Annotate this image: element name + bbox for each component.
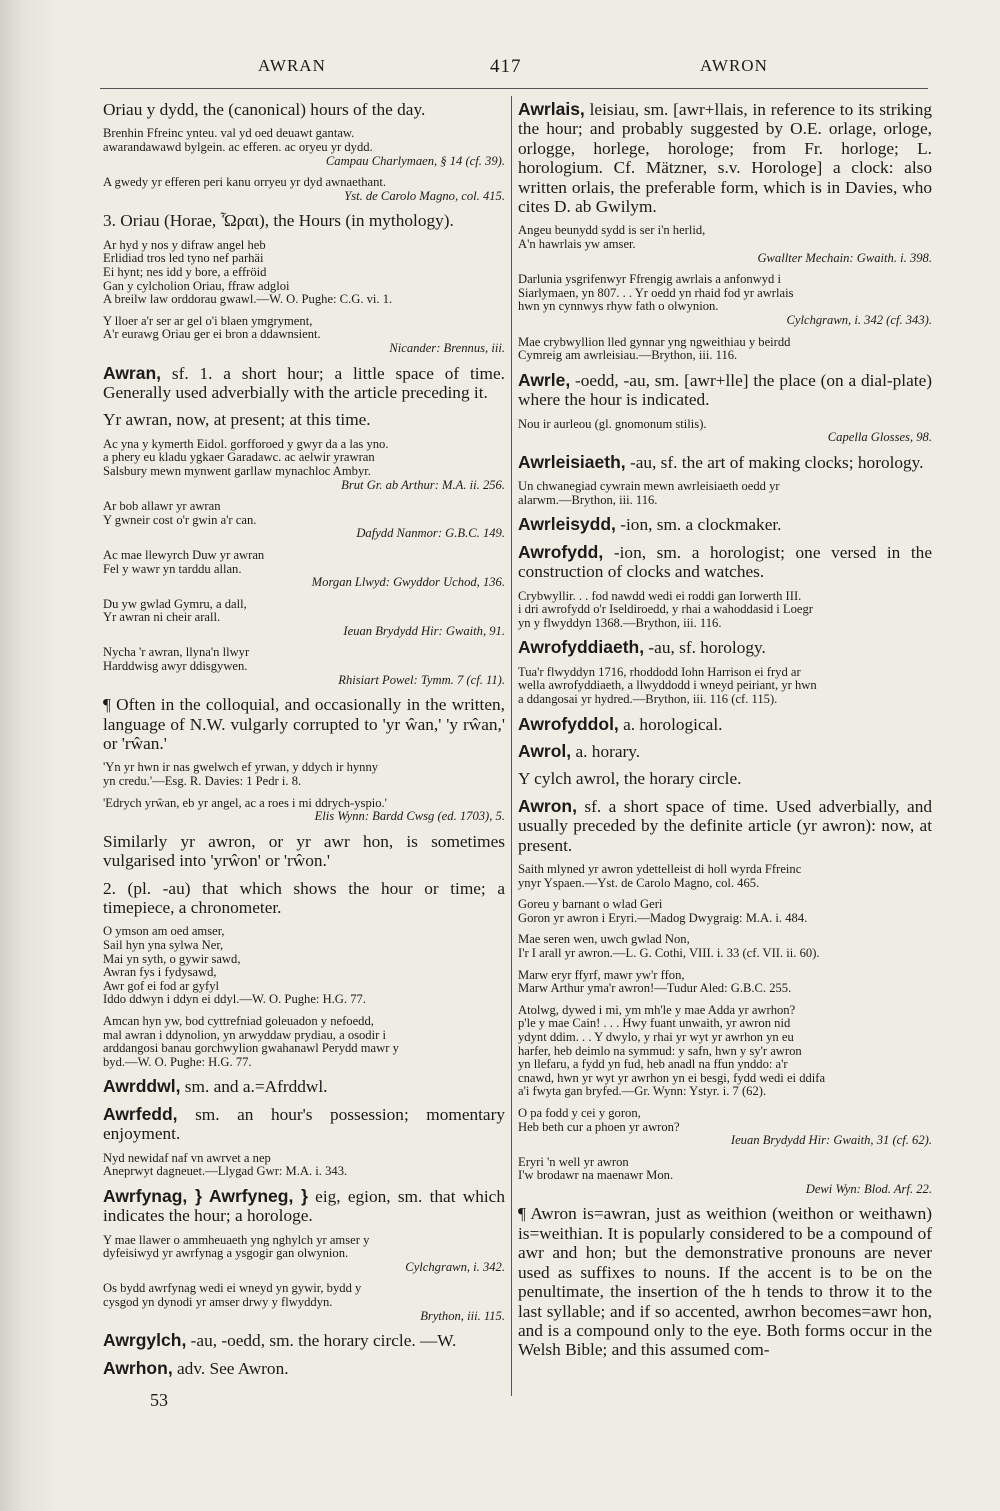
quotation-line: O ymson am oed amser, xyxy=(103,924,225,939)
quotation xyxy=(103,797,505,824)
quotation-line: ydynt ddim. . . Y dwylo, y rhai yr wyt yr awrhon yn eu xyxy=(518,1029,794,1044)
quotation xyxy=(103,925,505,1007)
quotation xyxy=(103,1282,505,1323)
quotation xyxy=(518,666,932,707)
quotation-line: Yr awran ni cheir arall. xyxy=(103,610,221,625)
headword: Awrol, xyxy=(518,740,572,761)
quotation-line: Cymreig am awrleisiau.—Brython, iii. 116. xyxy=(518,348,738,363)
headword: Awrfedd, xyxy=(103,1103,178,1124)
quotation-line: arddangosi banau gorchwylion gwahanawl Perydd mawr y xyxy=(103,1041,399,1056)
quotation-line: A breilw law orddorau gwawl.—W. O. Pughe: C.G. vi. 1. xyxy=(103,292,393,307)
quotation-line: Marw Arthur yma'r awron!—Tudur Aled: G.B.C. 255. xyxy=(518,981,792,996)
quotation-line: Marw eryr ffyrf, mawr yw'r ffon, xyxy=(518,967,685,982)
quotation-source: Rhisiart Powel: Tymm. 7 (cf. 11). xyxy=(338,672,505,687)
entry-text: sf. a short space of time. Used adverbially, and usually preceded by the definite article (yr awron): now, at present. xyxy=(518,796,932,855)
headword: Awran, xyxy=(103,362,162,383)
entry-text: Y cylch awrol, the horary circle. xyxy=(518,769,742,789)
quotation-line: Du yw gwlad Gymru, a dall, xyxy=(103,596,247,611)
quotation xyxy=(518,418,932,445)
quotation xyxy=(103,438,505,492)
entry-paragraph xyxy=(518,100,932,216)
entry-paragraph xyxy=(518,453,932,472)
quotation-line: Os bydd awrfynag wedi ei wneyd yn gywir, bydd y xyxy=(103,1281,362,1296)
left-column xyxy=(103,100,505,1410)
quotation-line: Un chwanegiad cywrain mewn awrleisiaeth oedd yr xyxy=(518,479,780,494)
quotation xyxy=(518,336,932,363)
quotation-line: Nyd newidaf naf vn awrvet a nep xyxy=(103,1150,271,1165)
quotation-line: hwn yn cynnwys rhyw fath o olwynion. xyxy=(518,299,719,314)
entry-text: adv. See Awron. xyxy=(172,1358,289,1378)
entry-text: a. horary. xyxy=(571,741,641,761)
quotation-line: Salsbury mewn mynwent garllaw mynachloc Ambyr. xyxy=(103,463,371,478)
quotation-source: Elis Wynn: Bardd Cwsg (ed. 1703), 5. xyxy=(314,809,505,824)
quotation-line: Iddo ddwyn i ddyn ei ddyl.—W. O. Pughe: H.G. 77. xyxy=(103,992,366,1007)
quotation-line: Saith mlyned yr awron ydettelleist di holl wyrda Ffreinc xyxy=(518,862,802,876)
headword: Awrddwl, xyxy=(103,1076,181,1097)
entry-text: Yr awran, now, at present; at this time. xyxy=(103,410,371,430)
quotation-line: Amcan hyn yw, bod cyttrefniad goleuadon y nefoedd, xyxy=(103,1014,374,1029)
quotation-line: yn credu.'—Esg. R. Davies: 1 Pedr i. 8. xyxy=(103,774,302,789)
quotation xyxy=(518,1156,932,1197)
entry-text: -au, sf. the art of making clocks; horology. xyxy=(625,452,924,472)
quotation-line: Fel y wawr yn tarddu allan. xyxy=(103,561,242,576)
quotation xyxy=(518,898,932,925)
entry-paragraph xyxy=(103,1331,505,1350)
quotation xyxy=(103,1015,505,1069)
quotation-line: Ei hynt; nes idd y bore, a effröid xyxy=(103,264,267,279)
quotation-line: a'i fwyta gan bryfed.—Gr. Wynn: Ystyr. i. 7 (62). xyxy=(518,1084,767,1099)
quotation-line: Ar bob allawr yr awran xyxy=(103,499,221,514)
entry-text: -oedd, -au, sm. [awr+lle] the place (on a dial-plate) where the hour is indicated. xyxy=(518,370,932,410)
headword: Awrlais, xyxy=(518,100,585,119)
quotation-source: Gwallter Mechain: Gwaith. i. 398. xyxy=(757,250,932,265)
entry-text: Similarly yr awron, or yr awr hon, is sometimes vulgarised into 'yrŵon' or 'rŵon.' xyxy=(103,831,505,871)
quotation-line: yn llefaru, a fydd yn fud, heb anadl na ffun ynddo: a'r xyxy=(518,1057,788,1072)
entry-paragraph xyxy=(103,410,505,429)
entry-text: ¶ Often in the colloquial, and occasionally in the written, language of N.W. vulgarly corrupted to 'yr ŵan,' 'y rŵan,' or 'rŵan.' xyxy=(103,695,505,754)
quotation xyxy=(103,500,505,541)
entry-text: sm. and a.=Afrddwl. xyxy=(180,1077,328,1097)
quotation-line: Sail hyn yna sylwa Ner, xyxy=(103,938,224,953)
entry-text: 3. Oriau (Horae, Ὧραι), the Hours (in mythology). xyxy=(103,211,454,231)
headword: Awrofyddiaeth, xyxy=(518,637,645,658)
quotation-line: harfer, heb deimlo na symmud: y safn, hwn y sy'r awron xyxy=(518,1043,802,1058)
entry-paragraph xyxy=(518,797,932,855)
quotation-line: Erlidiad tros led tyno nef parhäi xyxy=(103,251,264,266)
entry-text: ¶ Awron is=awran, just as weithion (weithon or weithawn) is=weithian. It is popularly considered to be a compound of awr and hon; but the demonstrative pronouns are never used as suffixes to nouns. If the accent is to be on the penultimate, the insertion of the h tends to throw it to the last syllable; and if so accented, awrhon becomes=awr hon, and is a compound only to the eye. Both forms occur in the Welsh Bible; and this assumed com- xyxy=(518,1204,932,1360)
running-head-right: AWRON xyxy=(700,56,768,75)
quotation xyxy=(103,646,505,687)
quotation-line: Siarlymaen, yn 807. . . Yr oedd yn rhaid fod yr awrlais xyxy=(518,285,794,300)
quotation xyxy=(103,549,505,590)
quotation-line: Mai yn syth, o gywir sawd, xyxy=(103,951,241,966)
entry-paragraph xyxy=(103,1359,505,1378)
quotation-line: dyfeisiwyd yr awrfynag a ysgogir gan olwynion. xyxy=(103,1246,349,1261)
quotation xyxy=(518,1004,932,1099)
quotation-line: a phery eu kladu ygkaer Garadawc. ac aelwir yrawran xyxy=(103,450,375,465)
quotation-line: Mae seren wen, uwch gwlad Non, xyxy=(518,932,690,947)
right-column xyxy=(518,100,932,1410)
quotation-line: Goreu y barnant o wlad Geri xyxy=(518,897,663,912)
quotation-line: I'r I arall yr awron.—L. G. Cothi, VIII. i. 33 (cf. VII. ii. 60). xyxy=(518,945,820,960)
quotation-line: alarwm.—Brython, iii. 116. xyxy=(518,492,658,507)
entry-text: -ion, sm. a clockmaker. xyxy=(615,515,782,535)
running-head-left: AWRAN xyxy=(258,56,326,75)
quotation-line: Goron yr awron i Eryri.—Madog Dwygraig: M.A. i. 484. xyxy=(518,910,808,925)
quotation xyxy=(518,969,932,996)
headword: Awrle, xyxy=(518,369,571,390)
quotation xyxy=(103,1234,505,1275)
quotation-source: Yst. de Carolo Magno, col. 415. xyxy=(344,188,505,203)
quotation-source: Ieuan Brydydd Hir: Gwaith, 31 (cf. 62). xyxy=(730,1133,932,1148)
entry-paragraph xyxy=(103,879,505,918)
quotation-line: Heb beth cur a phoen yr awron? xyxy=(518,1119,680,1134)
quotation-source: Cylchgrawn, i. 342. xyxy=(405,1259,505,1274)
header-rule xyxy=(100,88,928,89)
quotation-line: p'le y mae Cain! . . . Hwy fuant unwaith, yr awron nid xyxy=(518,1016,791,1031)
entry-paragraph xyxy=(518,638,932,657)
quotation xyxy=(103,239,505,307)
quotation-line: A gwedy yr efferen peri kanu orryeu yr dyd awnaethant. xyxy=(103,175,387,190)
quotation-line: i dri awrofydd o'r Iseldiroedd, y rhai a wahoddasid i Loegr xyxy=(518,602,813,617)
page-number-top: 417 xyxy=(490,56,522,77)
quotation xyxy=(518,863,932,890)
entry-paragraph xyxy=(103,695,505,753)
entry-paragraph xyxy=(103,832,505,871)
quotation-source: Nicander: Brennus, iii. xyxy=(389,340,505,355)
quotation-line: ynyr Yspaen.—Yst. de Carolo Magno, col. 465. xyxy=(518,875,760,890)
quotation-source: Brut Gr. ab Arthur: M.A. ii. 256. xyxy=(341,477,505,492)
entry-text: leisiau, sm. [awr+llais, in reference to its striking the hour; and probably suggested by O.E. orlage, orloge, orlogge, horlege, horologe; from Fr. horloge; L. horologium. Cf. Mätzner, s.v. Horologe] a clock: also written orlais, the preferable form, which is in Davies, who cites D. ab Gwilym. xyxy=(518,100,932,217)
quotation-source: Brython, iii. 115. xyxy=(420,1308,505,1323)
headword: Awrleisydd, xyxy=(518,514,616,535)
quotation-line: Mae crybwyllion lled gynnar yng ngweithiau y beirdd xyxy=(518,334,791,349)
quotation-line: Ac yna y kymerth Eidol. gorfforoed y gwyr da a las yno. xyxy=(103,436,389,451)
quotation xyxy=(518,273,932,327)
quotation-line: Angeu beunydd sydd is ser i'n herlid, xyxy=(518,223,706,238)
entry-paragraph xyxy=(518,543,932,582)
entry-paragraph xyxy=(518,1204,932,1359)
headword: Awron, xyxy=(518,795,577,816)
quotation-line: wella awrofyddiaeth, a llwyddodd i wneyd peiriant, yr hwn xyxy=(518,678,817,693)
entry-paragraph xyxy=(103,364,505,403)
quotation-source: Campau Charlymaen, § 14 (cf. 39). xyxy=(325,153,505,168)
column-divider xyxy=(511,96,512,1396)
entry-paragraph xyxy=(518,769,932,788)
quotation-line: Atolwg, dywed i mi, ym mh'le y mae Adda yr awrhon? xyxy=(518,1002,796,1017)
quotation xyxy=(518,933,932,960)
quotation-line: 'Edrych yrŵan, eb yr angel, ac a roes i mi ddrych-yspio.' xyxy=(103,795,387,810)
headword: Awrofydd, xyxy=(518,541,604,562)
quotation-line: Nou ir aurleou (gl. gnomonum stilis). xyxy=(518,416,707,431)
quotation-line: Y gwneir cost o'r gwin a'r can. xyxy=(103,512,257,527)
quotation-line: Gan y cylcholion Oriau, ffraw adgloi xyxy=(103,278,290,293)
quotation-line: Darlunia ysgrifenwyr Ffrengig awrlais a anfonwyd i xyxy=(518,272,781,287)
quotation xyxy=(103,1152,505,1179)
quotation-line: Y lloer a'r ser ar gel o'i blaen ymgryment, xyxy=(103,313,313,328)
entry-paragraph xyxy=(103,100,505,119)
entry-paragraph xyxy=(103,211,505,230)
entry-paragraph xyxy=(518,715,932,734)
quotation-line: A'r eurawg Oriau ger ei bron a ddawnsient. xyxy=(103,327,321,342)
quotation-line: 'Yn yr hwn ir nas gwelwch ef yrwan, y ddych ir hynny xyxy=(103,760,379,775)
entry-text: -ion, sm. a horologist; one versed in the construction of clocks and watches. xyxy=(518,542,932,582)
entry-paragraph xyxy=(103,1105,505,1144)
quotation xyxy=(103,315,505,356)
quotation-source: Cylchgrawn, i. 342 (cf. 343). xyxy=(786,313,932,327)
headword: Awrofyddol, xyxy=(518,713,619,734)
quotation-line: byd.—W. O. Pughe: H.G. 77. xyxy=(103,1054,252,1069)
quotation-line: I'w brodawr na maenawr Mon. xyxy=(518,1168,674,1183)
quotation xyxy=(103,761,505,788)
quotation-line: A'n hawrlais yw amser. xyxy=(518,237,636,252)
quotation-line: Eryri 'n well yr awron xyxy=(518,1154,629,1169)
quotation-line: Awr gof ei fod ar gyfyl xyxy=(103,978,219,993)
entry-text: sf. 1. a short hour; a little space of time. Generally used adverbially with the article preceding it. xyxy=(103,363,505,402)
headword: Awrhon, xyxy=(103,1357,173,1378)
entry-paragraph xyxy=(103,1187,505,1226)
quotation-line: mal awran i ddynolion, yn arwyddaw prydiau, a osodir i xyxy=(103,1027,386,1042)
entry-paragraph xyxy=(103,1077,505,1096)
quotation-line: Y mae llawer o ammheuaeth yng nghylch yr amser y xyxy=(103,1232,370,1247)
quotation-line: O pa fodd y cei y goron, xyxy=(518,1105,641,1120)
quotation-line: Harddwisg awyr ddisgywen. xyxy=(103,659,248,674)
entry-text: 2. (pl. -au) that which shows the hour or time; a timepiece, a chronometer. xyxy=(103,878,505,918)
quotation-line: a ddangosai yr hydred.—Brython, iii. 116 (cf. 115). xyxy=(518,691,778,706)
quotation-line: Nycha 'r awran, llyna'n llwyr xyxy=(103,645,250,660)
quotation-line: cnawd, hwn yr wyt yr awrhon yn ei besgi, fydd wedi ei ddifa xyxy=(518,1070,826,1085)
quotation-source: Ieuan Brydydd Hir: Gwaith, 91. xyxy=(343,623,505,638)
quotation xyxy=(103,598,505,639)
quotation-line: cysgod yn dynodi yr amser drwy y flwyddyn. xyxy=(103,1295,333,1309)
headword: Awrgylch, xyxy=(103,1330,187,1351)
quotation-line: awarandawawd bylgein. ac efferen. ac oryeu yr dydd. xyxy=(103,140,373,154)
quotation-source: Morgan Llwyd: Gwyddor Uchod, 136. xyxy=(311,575,505,590)
quotation-line: Ar hyd y nos y difraw angel heb xyxy=(103,237,266,252)
signature-number: 53 xyxy=(150,1390,168,1410)
quotation xyxy=(518,1107,932,1148)
quotation-line: Brenhin Ffreinc ynteu. val yd oed deuawt gantaw. xyxy=(103,126,355,141)
entry-paragraph xyxy=(518,515,932,534)
entry-text: a. horological. xyxy=(618,714,723,734)
quotation-line: Crybwyllir. . . fod nawdd wedi ei roddi gan Iorwerth III. xyxy=(518,588,802,603)
quotation xyxy=(103,127,505,168)
quotation-line: Awran fys i fydysawd, xyxy=(103,965,217,980)
quotation xyxy=(103,176,505,203)
entry-paragraph xyxy=(518,742,932,761)
quotation-source: Capella Glosses, 98. xyxy=(827,430,932,445)
entry-text: -au, sf. horology. xyxy=(644,638,766,658)
quotation-line: Aneprwyt dagneuet.—Llygad Gwr: M.A. i. 343. xyxy=(103,1164,348,1179)
entry-text: Oriau y dydd, the (canonical) hours of the day. xyxy=(103,100,426,119)
quotation-line: Tua'r flwyddyn 1716, rhoddodd Iohn Harrison ei fryd ar xyxy=(518,664,801,679)
quotation xyxy=(518,590,932,631)
entry-text: -au, -oedd, sm. the horary circle. —W. xyxy=(186,1331,457,1351)
quotation-line: Ac mae llewyrch Duw yr awran xyxy=(103,547,265,562)
headword: Awrfynag, } Awrfyneg, } xyxy=(103,1185,308,1206)
quotation-source: Dewi Wyn: Blod. Arf. 22. xyxy=(805,1181,932,1196)
quotation xyxy=(518,224,932,265)
quotation xyxy=(518,480,932,507)
headword: Awrleisiaeth, xyxy=(518,451,626,472)
entry-text: sm. an hour's possession; momentary enjoyment. xyxy=(103,1104,505,1144)
entry-paragraph xyxy=(518,371,932,410)
entry-text: eig, egion, sm. that which indicates the hour; a horologe. xyxy=(103,1186,505,1226)
quotation-line: yn y flwyddyn 1368.—Brython, iii. 116. xyxy=(518,615,722,630)
quotation-source: Dafydd Nanmor: G.B.C. 149. xyxy=(356,526,505,541)
